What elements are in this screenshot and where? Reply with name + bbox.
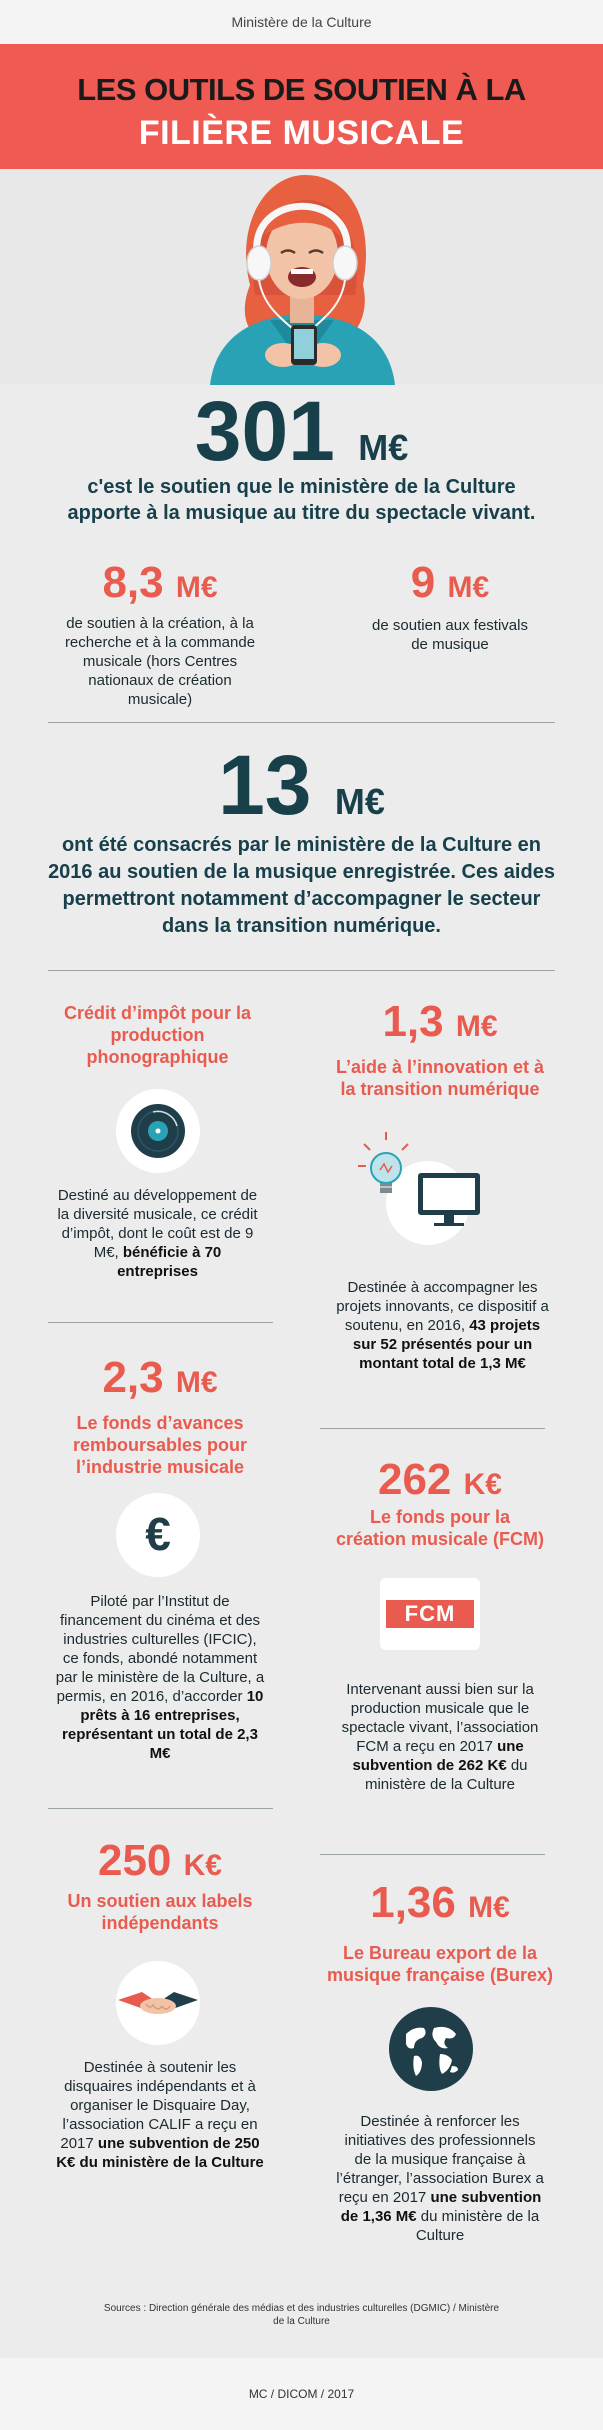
creation-support-unit: M€ xyxy=(175,571,218,604)
labels-description xyxy=(55,2058,265,2172)
recorded-music-total xyxy=(0,740,603,847)
fcm-logo: FCM xyxy=(386,1600,474,1628)
ministry-header: Ministère de la Culture xyxy=(0,0,603,44)
section-divider xyxy=(48,1322,273,1323)
footer-credit: MC / DICOM / 2017 xyxy=(0,2358,603,2430)
advances-fund-amount: 2,3 xyxy=(102,1353,164,1402)
sources-note: Sources : Direction générale des médias et des industries culturelles (DGMIC) / Ministère de la Culture xyxy=(103,2303,500,2327)
title-line-1: LES OUTILS DE SOUTIEN À LA xyxy=(77,72,526,107)
advances-fund-highlight: 10 prêts à 16 entreprises, représentant un total de 2,3 M€ xyxy=(62,1688,264,1762)
section-divider xyxy=(48,722,555,723)
fcm-amount: 262 xyxy=(377,1455,452,1504)
burex-text: Destinée à renforcer les initiatives des professionnels de la musique française à l’étranger, l’association Burex a reçu en 2017 xyxy=(336,2113,544,2206)
innovation-text: Destinée à accompagner les projets innovants, ce dispositif a soutenu, en 2016, xyxy=(336,1279,549,1334)
labels-highlight: une subvention de 250 K€ du ministère de la Culture xyxy=(56,2135,264,2171)
innovation-unit: M€ xyxy=(455,1010,498,1043)
tax-credit-description xyxy=(55,1186,260,1281)
tax-credit-title: Crédit d’impôt pour la production phonographique xyxy=(64,1003,251,1067)
burex-unit: M€ xyxy=(468,1891,510,1924)
creation-support-description: de soutien à la création, à la recherche et à la commande musicale (hors Centres nationaux de création musicale) xyxy=(64,615,256,708)
lightbulb-monitor-icon xyxy=(358,1128,508,1248)
burex-title: Le Bureau export de la musique française (Burex) xyxy=(326,1943,554,1985)
burex-total xyxy=(330,1878,550,1928)
section-divider xyxy=(48,1808,273,1809)
innovation-title: L’aide à l’innovation et à la transition numérique xyxy=(335,1057,545,1099)
creation-support-total xyxy=(50,558,270,608)
fcm-logo-card xyxy=(380,1578,480,1650)
tax-credit-highlight: bénéficie à 70 entreprises xyxy=(117,1244,222,1280)
fcm-text: Intervenant aussi bien sur la production musicale que le spectacle vivant, l’association FCM a reçu en 2017 xyxy=(341,1681,539,1755)
innovation-description xyxy=(335,1278,550,1373)
fcm-text-end: du ministère de la Culture xyxy=(364,1757,528,1793)
fcm-highlight: une subvention de 262 K€ xyxy=(352,1738,524,1774)
burex-highlight: une subvention de 1,36 M€ xyxy=(340,2189,542,2225)
fcm-description xyxy=(335,1680,545,1794)
festival-support-description: de soutien aux festivals de musique xyxy=(372,617,528,653)
live-support-description: c'est le soutien que le ministère de la Culture apporte à la musique au titre du spectacle vivant. xyxy=(67,476,536,524)
title-line-2: FILIÈRE MUSICALE xyxy=(138,114,465,152)
handshake-icon xyxy=(112,1960,204,2046)
euro-icon xyxy=(115,1492,201,1578)
globe-icon xyxy=(388,2006,474,2092)
labels-total xyxy=(50,1836,270,1886)
innovation-total xyxy=(330,997,550,1047)
innovation-highlight: 43 projets sur 52 présentés pour un montant total de 1,3 M€ xyxy=(352,1317,541,1372)
labels-text: Destinée à soutenir les disquaires indépendants et à organiser le Disquaire Day, l’association CALIF a reçu en 2017 xyxy=(60,2059,258,2152)
section-divider xyxy=(320,1854,545,1855)
labels-amount: 250 xyxy=(97,1836,172,1885)
section-divider xyxy=(48,970,555,971)
burex-amount: 1,36 xyxy=(370,1878,456,1927)
innovation-amount: 1,3 xyxy=(382,997,444,1046)
live-support-amount: 301 xyxy=(194,384,335,478)
fcm-unit: K€ xyxy=(463,1468,502,1501)
vinyl-record-icon xyxy=(115,1088,201,1174)
advances-fund-text: Piloté par l’Institut de financement du cinéma et des industries culturelles (IFCIC), ce fonds, abondé notamment par le ministère de la Culture, a permis, en 2016, d’accorder xyxy=(55,1593,265,1705)
festival-support-amount: 9 xyxy=(410,558,436,607)
section-divider xyxy=(320,1428,545,1429)
recorded-music-unit: M€ xyxy=(334,781,385,822)
fcm-title: Le fonds pour la création musicale (FCM) xyxy=(335,1507,545,1549)
girl-with-headphones-illustration xyxy=(195,165,410,385)
festival-support-total xyxy=(350,558,550,608)
labels-title: Un soutien aux labels indépendants xyxy=(67,1891,253,1933)
advances-fund-total xyxy=(50,1353,270,1403)
fcm-total xyxy=(330,1455,550,1505)
advances-fund-unit: M€ xyxy=(175,1366,218,1399)
svg-text:€: € xyxy=(145,1508,171,1560)
burex-description xyxy=(335,2112,545,2245)
creation-support-amount: 8,3 xyxy=(102,558,164,607)
burex-text-end: du ministère de la Culture xyxy=(415,2208,540,2244)
live-support-unit: M€ xyxy=(358,427,409,468)
recorded-music-amount: 13 xyxy=(218,738,312,832)
tax-credit-text: Destiné au développement de la diversité musicale, ce crédit d’impôt, dont le coût est de 9 M€, xyxy=(57,1187,258,1261)
festival-support-unit: M€ xyxy=(447,571,490,604)
advances-fund-title: Le fonds d’avances remboursables pour l’industrie musicale xyxy=(72,1413,248,1477)
advances-fund-description xyxy=(55,1592,265,1763)
labels-unit: K€ xyxy=(183,1849,222,1882)
recorded-music-description: ont été consacrés par le ministère de la Culture en 2016 au soutien de la musique enregistrée. Ces aides permettront notamment d’accompagner le secteur dans la transition numérique. xyxy=(48,834,555,937)
title-banner xyxy=(0,44,603,169)
